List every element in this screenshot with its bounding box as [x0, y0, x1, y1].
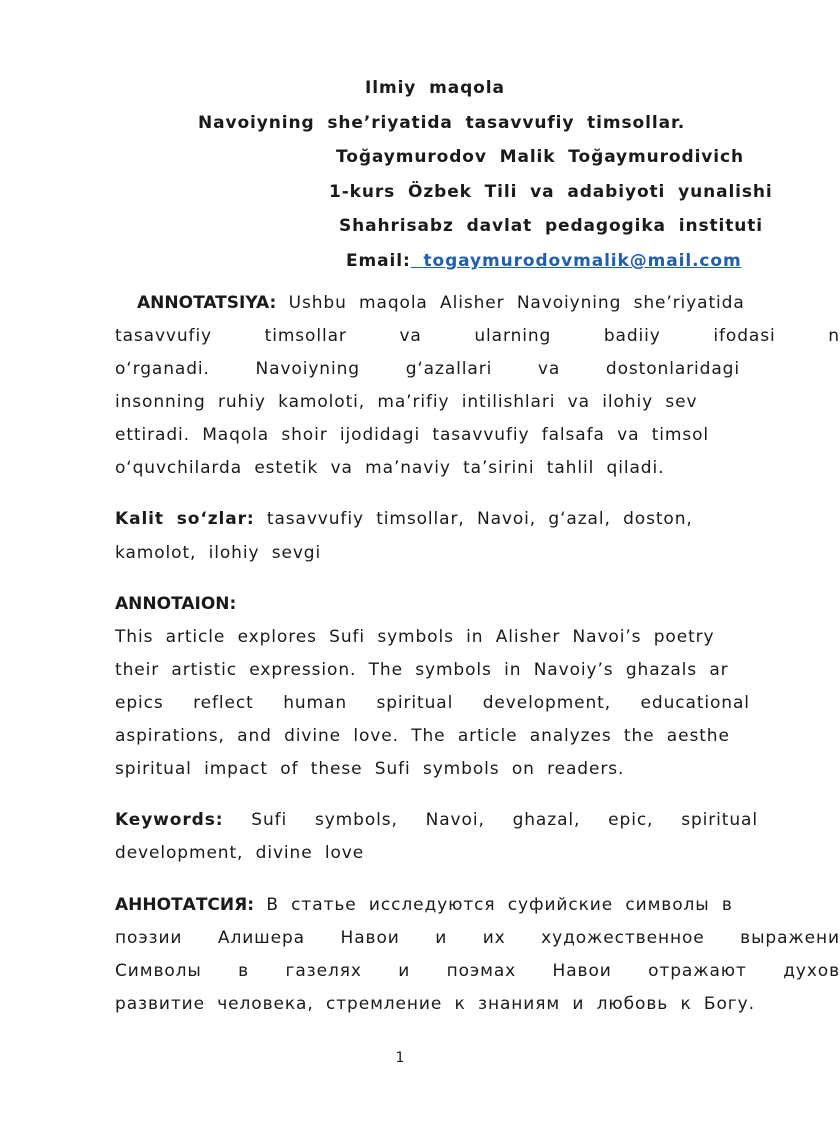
- word: reflect: [193, 693, 254, 713]
- word: Алишера: [217, 928, 305, 948]
- word: Навои: [552, 961, 612, 981]
- word: spiritual: [681, 810, 758, 830]
- word: g‘azallari: [405, 359, 493, 379]
- uz-keywords-line-2: kamolot, ilohiy sevgi: [115, 543, 322, 563]
- word: поэмах: [446, 961, 517, 981]
- word: tasavvufiy: [115, 326, 213, 346]
- ru-abstract-line-4: развитие человека, стремление к знаниям и любовь к Богу.: [115, 994, 755, 1014]
- word: o‘rganadi.: [115, 359, 210, 379]
- uz-abstract-line-1: [137, 293, 745, 313]
- email-link[interactable]: togaymurodovmalik@mail.com: [410, 251, 742, 271]
- word: выражени: [740, 928, 840, 948]
- uz-abstract-line-3: [115, 359, 740, 379]
- uz-keywords-text-1: tasavvufiy timsollar, Navoi, g‘azal, doston,: [254, 509, 693, 529]
- uz-keywords-label: Kalit so‘zlar:: [115, 509, 255, 529]
- page-number: 1: [395, 1050, 405, 1066]
- word: отражают: [648, 961, 747, 981]
- en-abstract-line-1: This article explores Sufi symbols in Alisher Navoi’s poetry: [115, 627, 715, 647]
- uz-keywords-line-1: [115, 509, 693, 529]
- word: духов: [783, 961, 840, 981]
- word: Navoi,: [425, 810, 485, 830]
- uz-abstract-line-2: [115, 326, 840, 346]
- word: Символы: [115, 961, 202, 981]
- author-name: Toğaymurodov Malik Toğaymurodivich: [336, 147, 744, 167]
- word: dostonlaridagi: [605, 359, 740, 379]
- ru-abstract-line-1: [115, 895, 733, 915]
- word: badiiy: [603, 326, 661, 346]
- word: timsollar: [264, 326, 347, 346]
- word: поэзии: [115, 928, 183, 948]
- word: epic,: [608, 810, 654, 830]
- word: Навои: [340, 928, 400, 948]
- en-keywords-label: Keywords:: [115, 810, 224, 830]
- document-kind: Ilmiy maqola: [365, 78, 505, 98]
- en-abstract-label: ANNOTAION:: [115, 594, 237, 614]
- word: spiritual: [376, 693, 454, 713]
- en-abstract-line-4: aspirations, and divine love. The article analyzes the aesthe: [115, 726, 730, 746]
- word: ularning: [474, 326, 552, 346]
- word: development,: [482, 693, 612, 713]
- word: и: [398, 961, 411, 981]
- author-course: 1-kurs Özbek Tili va adabiyoti yunalishi: [329, 182, 773, 202]
- word: ifodasi: [713, 326, 776, 346]
- word: Navoiyning: [255, 359, 360, 379]
- author-institute: Shahrisabz davlat pedagogika instituti: [339, 216, 764, 236]
- en-abstract-line-2: their artistic expression. The symbols in Navoiy’s ghazals ar: [115, 660, 729, 680]
- uz-abstract-line-4: insonning ruhiy kamoloti, ma’rifiy intilishlari va ilohiy sev: [115, 392, 698, 412]
- en-keywords-line-2: development, divine love: [115, 843, 365, 863]
- word: и: [435, 928, 448, 948]
- article-title: Navoiyning she’riyatida tasavvufiy timsollar.: [198, 113, 686, 133]
- word: их: [482, 928, 506, 948]
- word: ghazal,: [512, 810, 581, 830]
- email-label: Email:: [346, 251, 411, 271]
- en-keywords-line-1: [115, 810, 758, 830]
- word: va: [537, 359, 561, 379]
- word: художественное: [541, 928, 705, 948]
- ru-abstract-label: АННОТАТСИЯ:: [115, 895, 255, 915]
- word: human: [283, 693, 347, 713]
- word: газелях: [285, 961, 362, 981]
- ru-abstract-line-2: [115, 928, 840, 948]
- uz-abstract-text-1: Ushbu maqola Alisher Navoiyning she’riyatida: [276, 293, 745, 313]
- uz-abstract-label: ANNOTATSIYA:: [137, 293, 277, 313]
- word: Sufi: [251, 810, 288, 830]
- word: epics: [115, 693, 164, 713]
- word: n: [828, 326, 840, 346]
- ru-abstract-line-3: [115, 961, 840, 981]
- ru-abstract-text-1: В статье исследуются суфийские символы в: [254, 895, 733, 915]
- en-abstract-line-3: [115, 693, 750, 713]
- email-line: [346, 251, 742, 271]
- word: в: [238, 961, 250, 981]
- uz-abstract-line-6: o‘quvchilarda estetik va ma’naviy ta’sirini tahlil qiladi.: [115, 458, 665, 478]
- word: symbols,: [314, 810, 398, 830]
- uz-abstract-line-5: ettiradi. Maqola shoir ijodidagi tasavvufiy falsafa va timsol: [115, 425, 710, 445]
- en-abstract-line-5: spiritual impact of these Sufi symbols on readers.: [115, 759, 625, 779]
- word: va: [399, 326, 422, 346]
- word: educational: [640, 693, 750, 713]
